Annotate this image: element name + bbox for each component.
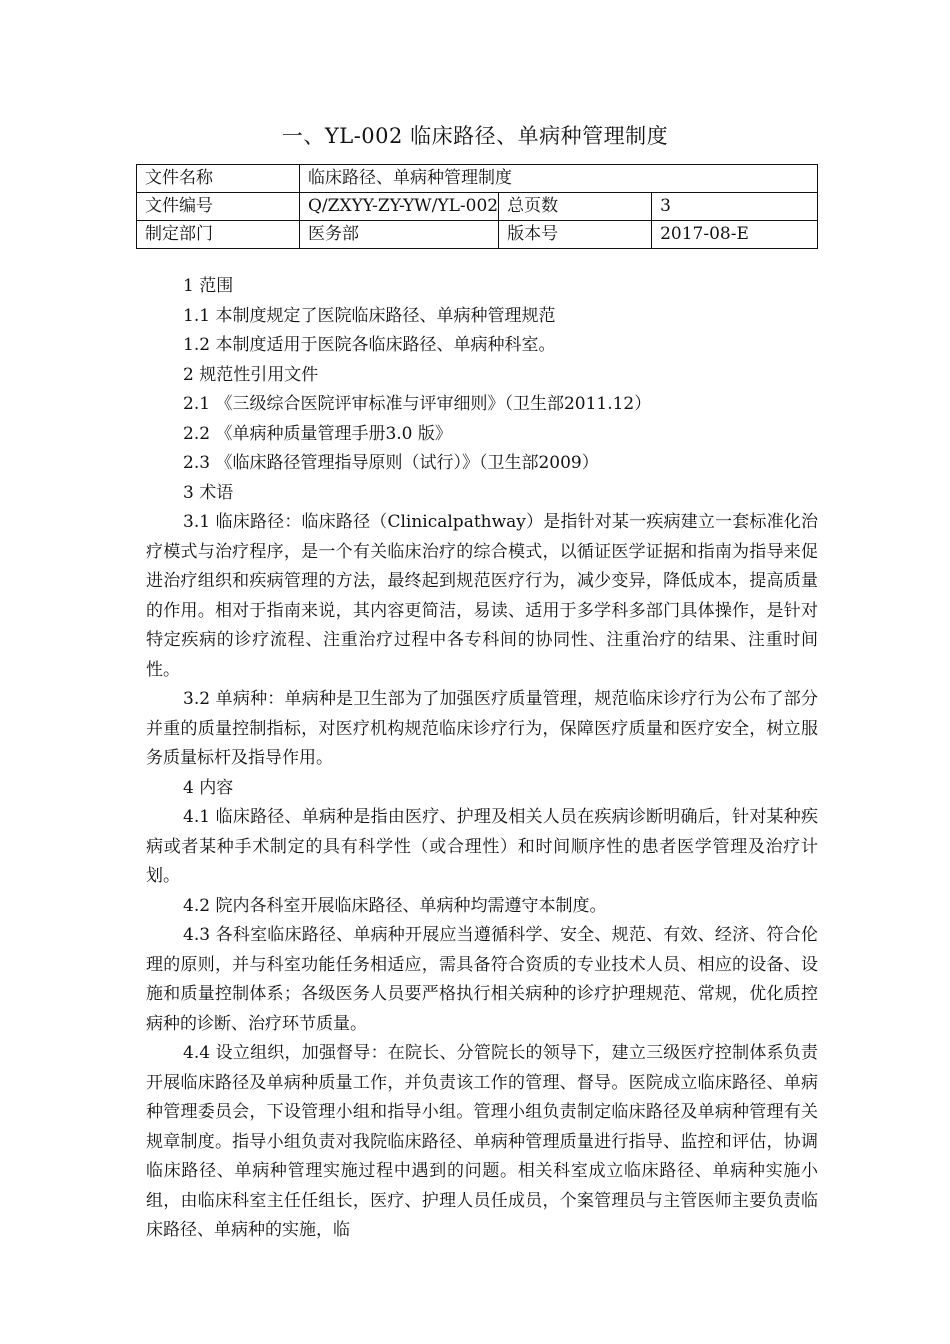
table-row <box>137 221 818 249</box>
clause-2-3: 2.3 《临床路径管理指导原则（试行）》（卫生部2009） <box>183 453 599 473</box>
department-value: 医务部 <box>300 221 499 249</box>
clause-1-2: 1.2 本制度适用于医院各临床路径、单病种科室。 <box>183 335 556 355</box>
clause-4-3: 4.3 各科室临床路径、单病种开展应当遵循科学、安全、规范、有效、经济、符合伦理的原则，并与科室功能任务相适应，需具备符合资质的专业技术人员、相应的设备、设施和质量控制体系；各级医务人员要严格执行相关病种的诊疗护理规范、常规，优化质控病种的诊断、治疗环节质量。 <box>146 925 818 1034</box>
table-row <box>137 193 818 221</box>
section-heading-content: 4 内容 <box>183 777 234 798</box>
version-label: 版本号 <box>499 221 652 249</box>
clause-2-2: 2.2 《单病种质量管理手册3.0 版》 <box>183 423 452 444</box>
file-number-value: Q/ZXYY-ZY-YW/YL-002 <box>300 193 499 221</box>
table-row <box>137 165 818 193</box>
section-heading-scope: 1 范围 <box>183 276 234 296</box>
total-pages-label: 总页数 <box>499 193 652 221</box>
section-heading-terms: 3 术语 <box>183 482 234 503</box>
clause-3-1: 3.1 临床路径：临床路径（Clinicalpathway）是指针对某一疾病建立一套标准化治疗模式与治疗程序，是一个有关临床治疗的综合模式，以循证医学证据和指南为指导来促进治疗组织和疾病管理的方法，最终起到规范医疗行为，减少变异，降低成本，提高质量的作用。相对于指南来说，其内容更简洁，易读、适用于多学科多部门具体操作，是针对特定疾病的诊疗流程、注重治疗过程中各专科间的协同性、注重治疗的结果、注重时间性。 <box>146 512 818 680</box>
file-number-label: 文件编号 <box>137 193 300 221</box>
department-label: 制定部门 <box>137 221 300 249</box>
section-heading-references: 2 规范性引用文件 <box>183 364 319 385</box>
document-body <box>146 272 818 1246</box>
clause-4-1: 4.1 临床路径、单病种是指由医疗、护理及相关人员在疾病诊断明确后，针对某种疾病或者某种手术制定的具有科学性（或合理性）和时间顺序性的患者医学管理及治疗计划。 <box>146 807 818 886</box>
clause-3-2: 3.2 单病种：单病种是卫生部为了加强医疗质量管理，规范临床诊疗行为公布了部分并重的质量控制指标，对医疗机构规范临床诊疗行为，保障医疗质量和医疗安全，树立服务质量标杆及指导作用。 <box>146 689 818 768</box>
clause-2-1: 2.1 《三级综合医院评审标准与评审细则》（卫生部2011.12） <box>183 394 652 414</box>
file-info-table <box>136 164 818 249</box>
clause-1-1: 1.1 本制度规定了医院临床路径、单病种管理规范 <box>183 305 556 326</box>
file-name-value: 临床路径、单病种管理制度 <box>300 165 818 193</box>
document-title: 一、YL-002 临床路径、单病种管理制度 <box>281 124 669 148</box>
clause-4-2: 4.2 院内各科室开展临床路径、单病种均需遵守本制度。 <box>183 895 607 916</box>
version-value: 2017-08-E <box>652 221 818 249</box>
total-pages-value: 3 <box>652 193 818 221</box>
file-name-label: 文件名称 <box>137 165 300 193</box>
clause-4-4: 4.4 设立组织，加强督导：在院长、分管院长的领导下，建立三级医疗控制体系负责开展临床路径及单病种质量工作，并负责该工作的管理、督导。医院成立临床路径、单病种管理委员会，下设管理小组和指导小组。管理小组负责制定临床路径及单病种管理有关规章制度。指导小组负责对我院临床路径、单病种管理质量进行指导、监控和评估，协调临床路径、单病种管理实施过程中遇到的问题。相关科室成立临床路径、单病种实施小组，由临床科室主任任组长，医疗、护理人员任成员，个案管理员与主管医师主要负责临床路径、单病种的实施，临 <box>146 1043 818 1240</box>
